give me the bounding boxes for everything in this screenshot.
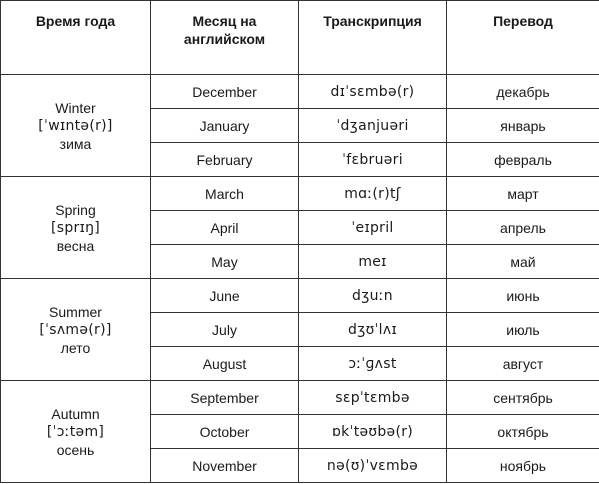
month-transcription: dʒʊˈlʌɪ	[299, 313, 447, 347]
table-row	[1, 75, 599, 109]
month-russian: июль	[447, 313, 599, 347]
season-russian: лето	[60, 339, 91, 356]
month-english: July	[151, 313, 299, 347]
month-transcription: ˈdʒanjuəri	[299, 109, 447, 143]
month-russian: май	[447, 245, 599, 279]
month-transcription: dʒuːn	[299, 279, 447, 313]
month-russian: июнь	[447, 279, 599, 313]
table-row	[1, 177, 599, 211]
month-transcription: meɪ	[299, 245, 447, 279]
table-row	[1, 381, 599, 415]
season-cell-summer	[1, 279, 151, 381]
season-russian: осень	[56, 441, 95, 458]
season-cell-spring	[1, 177, 151, 279]
month-transcription: ɒkˈtəʊbə(r)	[299, 415, 447, 449]
month-english: June	[151, 279, 299, 313]
header-month: Месяц на английском	[151, 1, 299, 75]
month-transcription: ˈeɪpril	[299, 211, 447, 245]
month-english: November	[151, 449, 299, 483]
season-name: Autumn	[51, 405, 100, 422]
month-english: December	[151, 75, 299, 109]
month-russian: сентябрь	[447, 381, 599, 415]
season-name: Spring	[55, 201, 96, 218]
season-cell-autumn	[1, 381, 151, 483]
month-russian: октябрь	[447, 415, 599, 449]
month-russian: апрель	[447, 211, 599, 245]
header-transcription: Транскрипция	[299, 1, 447, 75]
month-english: March	[151, 177, 299, 211]
month-english: October	[151, 415, 299, 449]
header-translation: Перевод	[447, 1, 599, 75]
month-transcription: sɛpˈtɛmbə	[299, 381, 447, 415]
month-english: August	[151, 347, 299, 381]
season-name: Winter	[55, 99, 96, 116]
season-transcription: [sprɪŋ]	[50, 219, 101, 236]
month-russian: декабрь	[447, 75, 599, 109]
season-cell-winter	[1, 75, 151, 177]
month-english: September	[151, 381, 299, 415]
month-russian: февраль	[447, 143, 599, 177]
season-transcription: [ˈwɪntə(r)]	[38, 117, 113, 134]
month-transcription: ɔːˈɡʌst	[299, 347, 447, 381]
season-russian: зима	[59, 135, 92, 152]
month-transcription: nə(ʊ)ˈvɛmbə	[299, 449, 447, 483]
month-transcription: ˈfɛbruəri	[299, 143, 447, 177]
month-english: April	[151, 211, 299, 245]
month-russian: август	[447, 347, 599, 381]
season-name: Summer	[49, 303, 102, 320]
table-row	[1, 279, 599, 313]
header-season: Время года	[1, 1, 151, 75]
season-transcription: [ˈɔːtəm]	[46, 423, 105, 440]
month-transcription: mɑː(r)tʃ	[299, 177, 447, 211]
season-transcription: [ˈsʌmə(r)]	[39, 321, 112, 338]
month-russian: март	[447, 177, 599, 211]
season-russian: весна	[56, 237, 95, 254]
month-english: May	[151, 245, 299, 279]
month-russian: ноябрь	[447, 449, 599, 483]
month-english: January	[151, 109, 299, 143]
month-transcription: dɪˈsɛmbə(r)	[299, 75, 447, 109]
header-row	[1, 1, 599, 75]
month-russian: январь	[447, 109, 599, 143]
month-english: February	[151, 143, 299, 177]
